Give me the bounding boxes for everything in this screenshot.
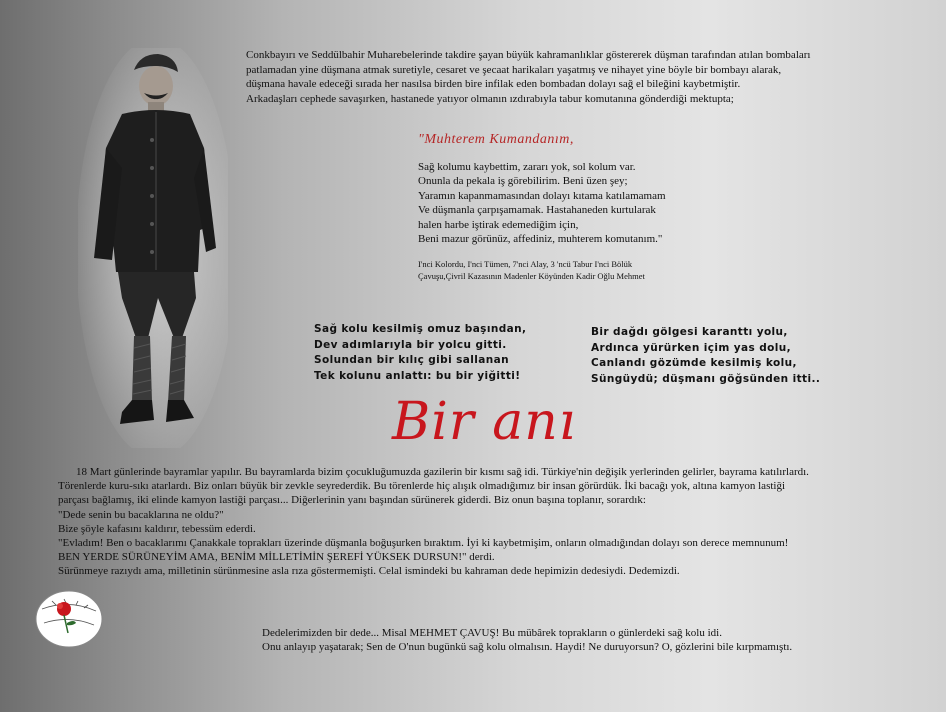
story-line: 18 Mart günlerinde bayramlar yapılır. Bu bayramlarda bizim çocukluğumuzda gazilerin bir kısmı sağ idi. Türkiye'nin değişik yerlerinden gelirler, bayrama katılırlardı. bbox=[76, 466, 809, 478]
intro-line: Arkadaşları cephede savaşırken, hastanede yatıyor olmanın ızdırabıyla tabur komutanına gönderdiği mektupta; bbox=[246, 92, 734, 105]
story-line: "Dede senin bu bacaklarına ne oldu?" bbox=[58, 508, 224, 521]
soldier-photo bbox=[78, 48, 228, 448]
poem-line: Süngüydü; düşmanı göğsünden itti.. bbox=[591, 372, 821, 385]
signature-line: Çavuşu,Çivril Kazasının Madenler Köyünden Kadir Oğlu Mehmet bbox=[418, 271, 645, 281]
letter-salutation: "Muhterem Kumandanım, bbox=[418, 132, 574, 147]
closing-line: Onu anlayıp yaşatarak; Sen de O'nun bugünkü sağ kolu olmalısın. Haydi! Ne duruyorsun? O, gözlerini bile kırpmamıştı. bbox=[262, 641, 793, 654]
letter-line: Ve düşmanla çarpışamamak. Hastahaneden kurtularak bbox=[418, 204, 656, 217]
poem-line: Bir dağdı gölgesi karanttı yolu, bbox=[591, 326, 788, 338]
letter-signature bbox=[418, 258, 718, 282]
intro-paragraph bbox=[246, 48, 926, 106]
intro-line: Conkbayırı ve Seddülbahir Muharebelerinde takdire şayan büyük kahramanlıklar göstererek düşman tarafından atılan bombaları bbox=[246, 49, 811, 61]
story-line: Törenlerde kuru-sıkı atarlardı. Biz onları büyük bir zevkle seyrederdik. Bu törenlerde hiç alışık olmadığımız bir insan görürdük. İki bacağı yok, altına kamyon lastiği bbox=[58, 480, 786, 493]
story-line: BEN YERDE SÜRÜNEYİM AMA, BENİM MİLLETİMİN ŞEREFİ YÜKSEK DURSUN!" derdi. bbox=[58, 551, 495, 564]
intro-line: patlamadan yine düşmana atmak suretiyle, cesaret ve şecaat harikaları yaşatmış ve nihayet yine böyle bir bombayı alarak, bbox=[246, 63, 782, 76]
poem-left bbox=[314, 322, 526, 384]
poem-line: Ardınca yürürken içim yas dolu, bbox=[591, 341, 792, 354]
letter-line: Onunla da pekala iş görebilirim. Beni üzen şey; bbox=[418, 175, 628, 188]
story-line: parçası bağlamış, iki elinde kamyon lastiği parçası... Diğerlerinin yanı başından sürünerek giderdi. Biz onun başına toplanır, sorardık: bbox=[58, 494, 646, 507]
story-paragraph bbox=[58, 465, 908, 579]
poem-line: Canlandı gözümde kesilmiş kolu, bbox=[591, 357, 797, 370]
poem-right bbox=[591, 325, 820, 387]
poem-line: Sağ kolu kesilmiş omuz başından, bbox=[314, 323, 527, 335]
letter-body bbox=[418, 160, 738, 246]
signature-line: I'nci Kolordu, I'nci Tümen, 7'nci Alay, 3 'ncü Tabur I'nci Bölük bbox=[418, 259, 633, 269]
association-logo bbox=[34, 589, 104, 649]
letter-line: Yaramın kapanmamasından dolayı kıtama katılamamam bbox=[418, 189, 666, 202]
poem-line: Solundan bir kılıç gibi sallanan bbox=[314, 354, 510, 367]
closing-line: Dedelerimizden bir dede... Misal MEHMET ÇAVUŞ! Bu mübârek toprakların o günlerdeki sağ kolu idi. bbox=[262, 627, 722, 639]
story-line: "Evladım! Ben o bacaklarımı Çanakkale toprakları üzerinde düşmanla boğuşurken bıraktım. İyi ki kaybetmişim, onların olmadığından dolayı son derece memnunum! bbox=[58, 537, 789, 550]
poem-line: Tek kolunu anlattı: bu bir yiğitti! bbox=[314, 369, 521, 382]
letter-line: halen harbe iştirak edemediğim için, bbox=[418, 218, 579, 231]
letter-line: Sağ kolumu kaybettim, zararı yok, sol kolum var. bbox=[418, 161, 636, 173]
letter-line: Beni mazur görünüz, affediniz, muhterem komutanım." bbox=[418, 233, 663, 246]
story-line: Sürünmeye razıydı ama, milletinin sürünmesine asla rıza göstermemişti. Celal ismindeki bu kahraman dede hepimizin dedesiydi. Dedemizdi. bbox=[58, 565, 680, 578]
story-line: Bize şöyle kafasını kaldırır, tebessüm ederdi. bbox=[58, 522, 256, 535]
poem-line: Dev adımlarıyla bir yolcu gitti. bbox=[314, 338, 507, 351]
page-title: Bir anı bbox=[392, 392, 577, 452]
closing-paragraph bbox=[262, 626, 902, 655]
intro-line: düşmana havale edeceği sırada her nasılsa birden bire infilak eden bombadan dolayı sağ el bileğini kaybetmiştir. bbox=[246, 78, 741, 91]
